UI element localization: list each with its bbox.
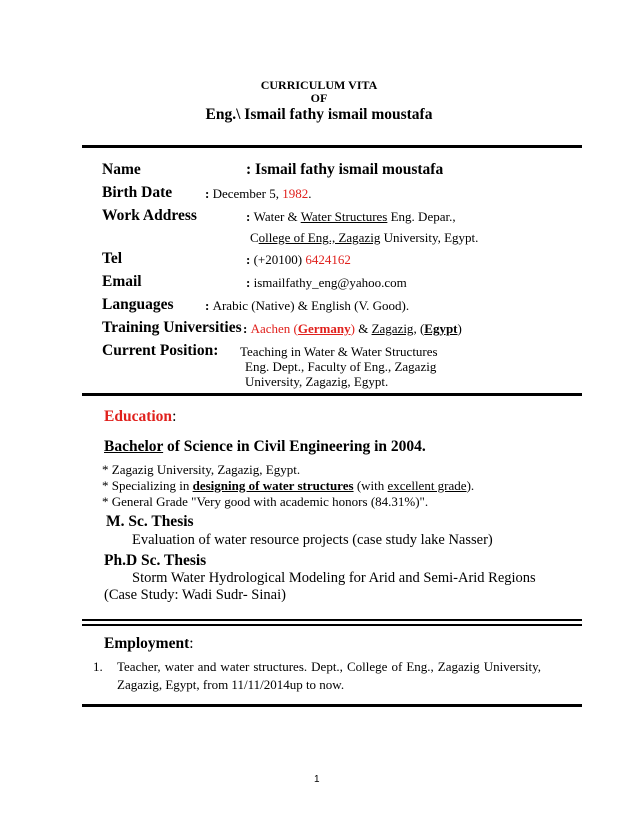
- education-rule-top: [82, 619, 582, 621]
- personal-rule: [82, 393, 582, 396]
- current-position-label: Current Position:: [102, 342, 219, 359]
- employment-item-number: 1.: [93, 659, 103, 674]
- msc-text: Evaluation of water resource projects (case study lake Nasser): [132, 532, 493, 548]
- email-value: : ismailfathy_eng@yahoo.com: [246, 275, 407, 290]
- phd-text-1: Storm Water Hydrological Modeling for Arid and Semi-Arid Regions: [132, 570, 536, 586]
- cv-title: CURRICULUM VITA: [260, 78, 378, 92]
- birth-label: Birth Date: [102, 184, 173, 201]
- training-germany: Germany: [297, 321, 351, 336]
- languages-label: Languages: [102, 296, 174, 313]
- edu-bullet-3: * General Grade "Very good with academic honors (84.31%)".: [102, 494, 429, 509]
- employment-item-line1: Teacher, water and water structures. Dept., College of Eng., Zagazig University,: [117, 659, 541, 674]
- page-number: 1: [314, 774, 320, 785]
- edu-bullet-1: * Zagazig University, Zagazig, Egypt.: [102, 462, 301, 477]
- tel-value: : (+20100) 6424162: [246, 252, 351, 267]
- msc-title: M. Sc. Thesis: [106, 513, 194, 530]
- phd-title: Ph.D Sc. Thesis: [104, 552, 207, 569]
- training-label: Training Universities: [102, 319, 242, 336]
- name-value: : Ismail fathy ismail moustafa: [246, 161, 444, 178]
- education-heading: Education:: [104, 408, 177, 425]
- employment-item-line2: Zagazig, Egypt, from 11/11/2014up to now.: [117, 677, 345, 692]
- edu-bullet-2: * Specializing in designing of water structures (with excellent grade).: [102, 478, 475, 493]
- header-rule: [82, 145, 582, 148]
- current-position-line2: Eng. Dept., Faculty of Eng., Zagazig: [245, 359, 437, 374]
- email-label: Email: [102, 273, 142, 290]
- work-address-label: Work Address: [102, 207, 197, 224]
- current-position-line1: Teaching in Water & Water Structures: [240, 344, 438, 359]
- phd-text-2: (Case Study: Wadi Sudr- Sinai): [104, 587, 286, 603]
- current-position-line3: University, Zagazig, Egypt.: [245, 374, 389, 389]
- birth-value: : December 5, 1982.: [205, 186, 312, 201]
- degree-line: Bachelor of Science in Civil Engineering in 2004.: [104, 438, 426, 455]
- employment-heading: Employment:: [104, 635, 194, 652]
- training-value: : Aachen (Germany) & Zagazig, (Egypt): [243, 321, 462, 336]
- employment-rule: [82, 704, 582, 707]
- languages-value: : Arabic (Native) & English (V. Good).: [205, 298, 410, 313]
- education-rule-bottom: [82, 624, 582, 626]
- name-label: Name: [102, 161, 141, 178]
- birth-year: 1982: [282, 186, 309, 201]
- work-address-line2: College of Eng., Zagazig University, Egypt.: [250, 230, 479, 245]
- cv-owner-name: Eng.\ Ismail fathy ismail moustafa: [205, 106, 433, 123]
- work-address-line1: : Water & Water Structures Eng. Depar.,: [246, 209, 456, 224]
- cv-title-of: OF: [310, 91, 328, 105]
- tel-label: Tel: [102, 250, 123, 267]
- tel-number: 6424162: [305, 252, 351, 267]
